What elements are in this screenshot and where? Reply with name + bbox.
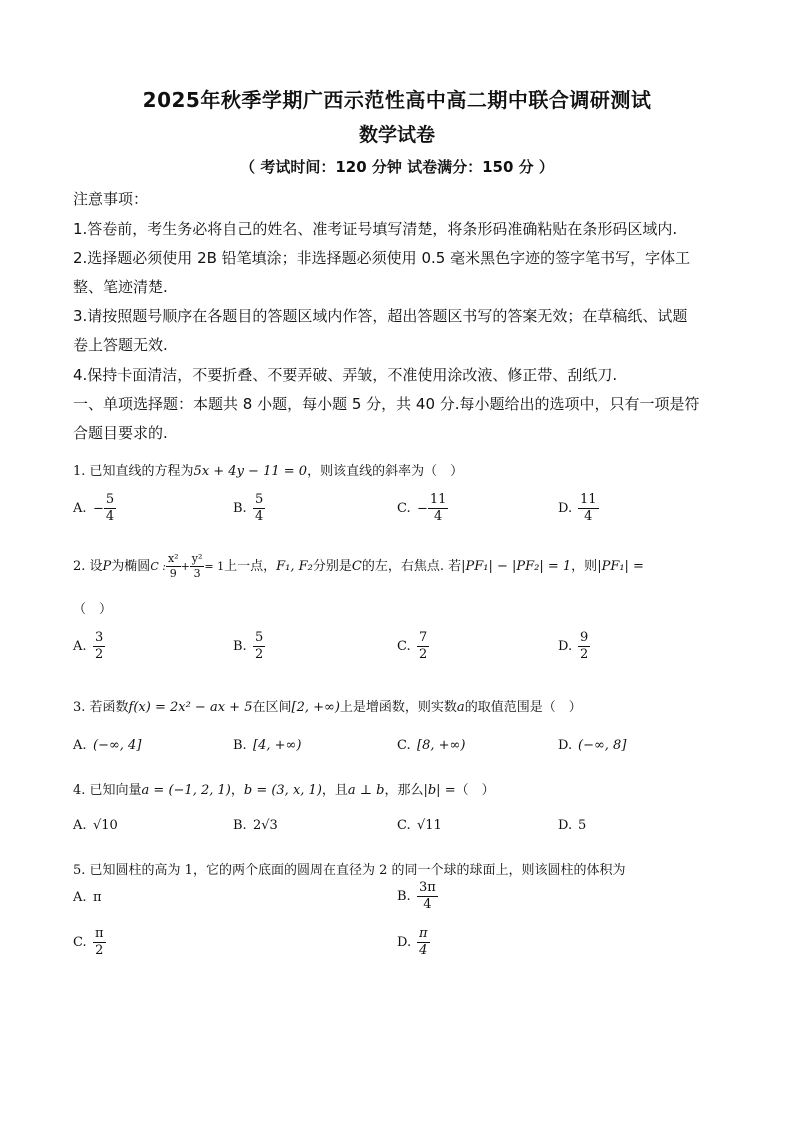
question-3: [73, 696, 582, 715]
option-letter: A.: [73, 890, 87, 905]
fraction-numerator: 11: [578, 492, 599, 509]
option-letter: D.: [558, 501, 573, 517]
question-text: 分别是: [312, 558, 352, 574]
option-letter: D.: [558, 738, 573, 753]
fraction-numerator: 5: [253, 492, 265, 509]
fraction-denominator: 2: [255, 647, 264, 663]
option-fraction: [578, 492, 599, 526]
question-text: ，且: [321, 783, 348, 798]
option-letter: A.: [73, 501, 87, 517]
option-fraction: [578, 630, 590, 664]
option-letter: D.: [397, 935, 412, 951]
fraction-numerator: π: [417, 926, 430, 943]
q4-option-c[interactable]: [397, 818, 442, 833]
line-equation: 5x + 4y − 11 = 0: [193, 464, 308, 479]
fraction-denominator: 2: [580, 647, 589, 663]
option-value: √11: [417, 818, 442, 833]
question-2-blank: （ ）: [73, 602, 113, 617]
q4-option-d[interactable]: [558, 818, 586, 833]
q5-option-b[interactable]: [397, 880, 438, 914]
option-letter: B.: [233, 738, 247, 753]
fraction-denominator: 9: [169, 566, 177, 580]
fraction-numerator: x²: [167, 552, 179, 565]
note-item: 卷上答题无效.: [73, 336, 168, 354]
q1-option-c[interactable]: [397, 492, 448, 526]
ellipse-c: C: [351, 558, 362, 574]
option-fraction: [93, 926, 106, 960]
foci-labels: F₁, F₂: [276, 558, 313, 574]
q2-option-c[interactable]: [397, 630, 429, 664]
option-letter: A.: [73, 639, 87, 655]
option-letter: C.: [397, 639, 411, 655]
perpendicular-condition: a ⊥ b: [347, 783, 385, 798]
note-item: 4.保持卡面清洁，不要折叠、不要弄破、弄皱，不准使用涂改液、修正带、刮纸刀.: [73, 366, 618, 384]
option-fraction: [253, 492, 265, 526]
fraction-denominator: 4: [255, 509, 264, 525]
option-sign: −: [417, 501, 428, 517]
function-expression: f(x) = 2x² − ax + 5: [128, 700, 253, 715]
fraction-numerator: 3π: [417, 880, 438, 897]
interval: [2, +∞): [291, 700, 340, 715]
question-5: 5. 已知圆柱的高为 1，它的两个底面的圆周在直径为 2 的同一个球的球面上，则该圆柱的体积为: [73, 863, 626, 878]
separator: ，: [230, 783, 244, 798]
focal-condition: |PF₁| − |PF₂| = 1: [461, 558, 572, 574]
question-text: （ ）: [455, 783, 495, 798]
q3-option-a[interactable]: [73, 738, 141, 753]
question-4: [73, 779, 495, 798]
note-item: 3.请按照题号顺序在各题目的答题区域内作答，超出答题区书写的答案无效；在草稿纸、试题: [73, 307, 688, 325]
ellipse-x-term: [166, 552, 181, 581]
option-fraction: [417, 880, 438, 914]
option-value: π: [93, 890, 102, 905]
point-p: P: [102, 558, 112, 574]
q1-option-b[interactable]: [233, 492, 265, 526]
option-letter: D.: [558, 639, 573, 655]
exam-info: （ 考试时间：120 分钟 试卷满分：150 分 ）: [240, 158, 554, 176]
q2-option-b[interactable]: [233, 630, 265, 664]
option-value: [8, +∞): [417, 738, 466, 753]
vector-a: a = (−1, 2, 1): [141, 783, 231, 798]
question-text: 上一点，: [224, 558, 277, 574]
norm-b: |b| =: [423, 783, 456, 798]
option-letter: C.: [397, 818, 411, 833]
fraction-numerator: 3: [93, 630, 105, 647]
option-fraction: [428, 492, 449, 526]
question-1: [73, 460, 463, 479]
option-fraction: [253, 630, 265, 664]
focal-ask: |PF₁| =: [597, 558, 644, 574]
option-letter: B.: [233, 639, 247, 655]
option-letter: A.: [73, 818, 87, 833]
option-letter: C.: [73, 935, 87, 951]
question-text: 的取值范围是（ ）: [464, 700, 582, 715]
question-text: ，则: [571, 558, 598, 574]
option-letter: B.: [233, 501, 247, 517]
q4-option-a[interactable]: [73, 818, 118, 833]
question-text: 2. 设: [73, 558, 103, 574]
q5-option-d[interactable]: [397, 926, 430, 960]
section-heading: 一、单项选择题：本题共 8 小题，每小题 5 分，共 40 分.每小题给出的选项中，只有一项是符: [73, 395, 700, 413]
option-value: √10: [93, 818, 118, 833]
option-value: (−∞, 8]: [578, 738, 627, 753]
q5-option-c[interactable]: [73, 926, 106, 960]
option-letter: A.: [73, 738, 87, 753]
fraction-denominator: 4: [584, 509, 593, 525]
q5-option-a[interactable]: [73, 890, 102, 905]
option-value: [4, +∞): [253, 738, 302, 753]
ellipse-y-term: [190, 552, 205, 581]
fraction-denominator: 4: [434, 509, 443, 525]
question-text: 为椭圆: [111, 558, 151, 574]
option-fraction: [93, 630, 105, 664]
fraction-numerator: 7: [417, 630, 429, 647]
option-sign: −: [93, 501, 104, 517]
question-text: 的左，右焦点. 若: [361, 558, 462, 574]
var-a: a: [456, 700, 465, 715]
fraction-denominator: 4: [423, 897, 432, 913]
option-fraction: [104, 492, 116, 526]
question-text: 1. 已知直线的方程为: [73, 464, 194, 479]
note-item: 1.答卷前，考生务必将自己的姓名、准考证号填写清楚，将条形码准确粘贴在条形码区域内.: [73, 220, 678, 238]
fraction-numerator: y²: [191, 552, 203, 565]
option-value: 5: [578, 818, 587, 833]
section-heading-cont: 合题目要求的.: [73, 424, 168, 442]
q1-option-a[interactable]: [73, 492, 116, 526]
option-letter: C.: [397, 501, 411, 517]
option-letter: B.: [397, 889, 411, 905]
notes-heading: 注意事项：: [73, 190, 149, 208]
note-item: 2.选择题必须使用 2B 铅笔填涂；非选择题必须使用 0.5 毫米黑色字迹的签字笔书写，字体工: [73, 249, 691, 267]
q3-option-d[interactable]: [558, 738, 626, 753]
fraction-denominator: 4: [419, 943, 428, 959]
vector-b: b = (3, x, 1): [243, 783, 322, 798]
option-letter: C.: [397, 738, 411, 753]
fraction-numerator: π: [93, 926, 106, 943]
option-letter: D.: [558, 818, 573, 833]
fraction-denominator: 2: [95, 943, 104, 959]
note-item: 整、笔迹清楚.: [73, 278, 168, 296]
exam-title: 2025年秋季学期广西示范性高中高二期中联合调研测试: [142, 88, 652, 112]
ellipse-label: C :: [150, 559, 166, 573]
q3-option-c[interactable]: [397, 738, 465, 753]
q2-option-a[interactable]: [73, 630, 105, 664]
q2-option-d[interactable]: [558, 630, 590, 664]
question-text: ，则该直线的斜率为（ ）: [307, 464, 464, 479]
question-text: 上是增函数，则实数: [339, 700, 457, 715]
option-fraction: [417, 630, 429, 664]
q4-option-b[interactable]: [233, 818, 278, 833]
fraction-numerator: 11: [428, 492, 449, 509]
equals-one: = 1: [204, 559, 225, 573]
question-text: 4. 已知向量: [73, 783, 142, 798]
question-text: ，那么: [384, 783, 424, 798]
plus-sign: +: [180, 559, 190, 573]
fraction-denominator: 2: [95, 647, 104, 663]
q3-option-b[interactable]: [233, 738, 301, 753]
fraction-denominator: 3: [193, 566, 201, 580]
q1-option-d[interactable]: [558, 492, 599, 526]
exam-subtitle: 数学试卷: [358, 124, 435, 146]
fraction-numerator: 5: [104, 492, 116, 509]
option-letter: B.: [233, 818, 247, 833]
fraction-denominator: 2: [419, 647, 428, 663]
question-2: [73, 552, 644, 581]
fraction-numerator: 9: [578, 630, 590, 647]
option-fraction: [417, 926, 430, 960]
question-text: 在区间: [252, 700, 292, 715]
fraction-denominator: 4: [105, 509, 115, 525]
question-text: 3. 若函数: [73, 700, 129, 715]
option-value: (−∞, 4]: [93, 738, 142, 753]
fraction-numerator: 5: [253, 630, 265, 647]
option-value: 2√3: [253, 818, 278, 833]
